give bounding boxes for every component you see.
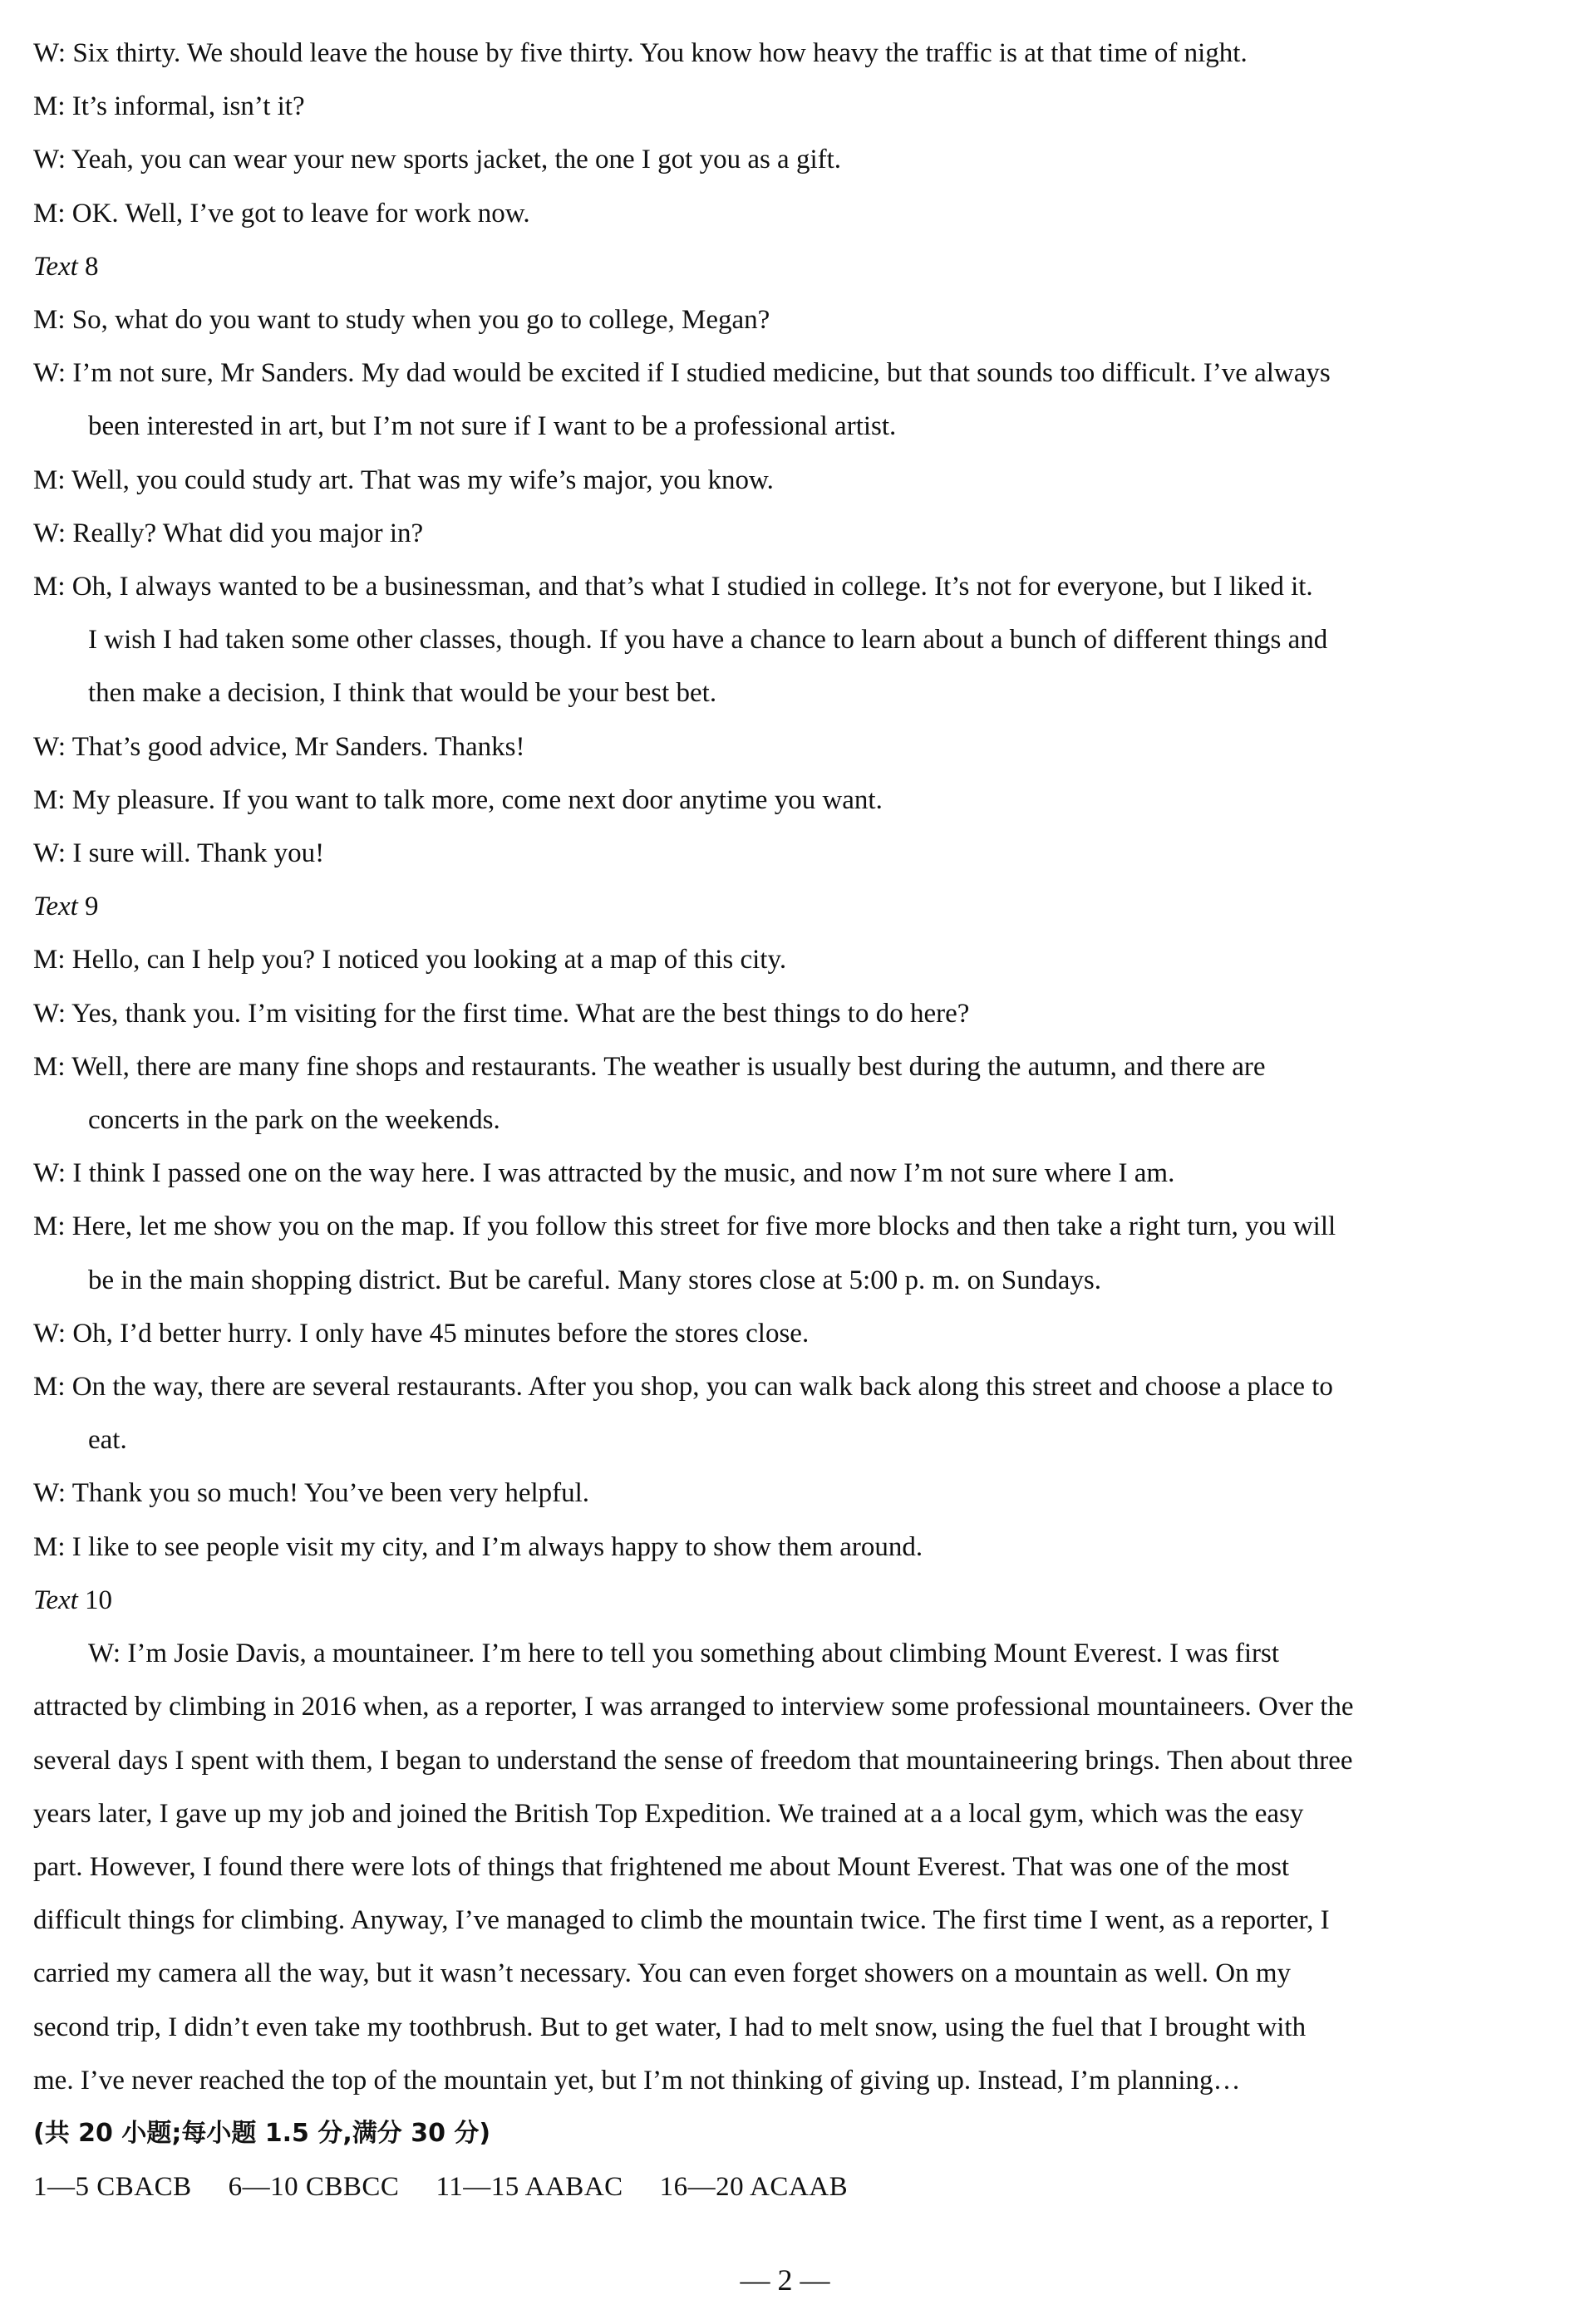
dialog-line xyxy=(33,1467,1546,1520)
dialog-text: Oh, I’d better hurry. I only have 45 minutes before the stores close. xyxy=(72,1318,810,1349)
heading-label: Text xyxy=(33,1585,78,1615)
speaker-label: W: xyxy=(33,998,66,1029)
dialog-line xyxy=(33,346,1546,400)
dialog-text: So, what do you want to study when you go to college, Megan? xyxy=(71,305,770,336)
dialog-line xyxy=(33,133,1546,186)
dialog-line xyxy=(33,187,1546,240)
heading-number: 8 xyxy=(85,251,99,282)
answer-group: 11—15 AABAC xyxy=(436,2172,623,2203)
answer-group: 1—5 CBACB xyxy=(33,2172,192,2203)
dialog-line xyxy=(33,1360,1546,1413)
dialog-line xyxy=(33,1200,1546,1253)
speaker-label: M: xyxy=(33,305,66,336)
paragraph-line: part. However, I found there were lots of things that frightened me about Mount Everest. That was one of the most xyxy=(33,1851,1290,1882)
paragraph-line: carried my camera all the way, but it wasn’t necessary. You can even forget showers on a mountain as well. On my xyxy=(33,1958,1291,1989)
dialog-continuation: eat. xyxy=(88,1425,127,1456)
section-note: (共 20 小题;每小题 1.5 分,满分 30 分) xyxy=(33,2118,491,2148)
answer-key xyxy=(33,2160,1546,2213)
dialog-text: Six thirty. We should leave the house by five thirty. You know how heavy the traffic is at that time of night. xyxy=(72,38,1248,68)
dialog-line xyxy=(33,774,1546,827)
dialog-continuation: I wish I had taken some other classes, though. If you have a chance to learn about a bunch of different things and xyxy=(88,625,1328,656)
dialog-line xyxy=(33,293,1546,346)
dialog-line xyxy=(33,1307,1546,1360)
speaker-label: M: xyxy=(33,784,66,815)
heading-number: 9 xyxy=(85,892,99,922)
speaker-label: M: xyxy=(33,945,66,975)
dialog-line xyxy=(33,80,1546,133)
speaker-label: W: xyxy=(33,1158,66,1189)
dialog-continuation: concerts in the park on the weekends. xyxy=(88,1105,500,1136)
answer-group: 16—20 ACAAB xyxy=(659,2172,849,2203)
transcript-body xyxy=(33,27,1546,2107)
dialog-text: Yeah, you can wear your new sports jacket, the one I got you as a gift. xyxy=(71,145,842,175)
dialog-continuation: been interested in art, but I’m not sure if I want to be a professional artist. xyxy=(88,411,897,442)
dialog-text: On the way, there are several restaurants. After you shop, you can walk back along this street and choose a place to xyxy=(71,1372,1333,1403)
dialog-text: Really? What did you major in? xyxy=(72,518,424,548)
dialog-text: It’s informal, isn’t it? xyxy=(71,91,305,122)
dialog-line xyxy=(33,827,1546,880)
paragraph-line: years later, I gave up my job and joined the British Top Expedition. We trained at a a local gym, which was the easy xyxy=(33,1798,1304,1829)
paragraph-line: second trip, I didn’t even take my toothbrush. But to get water, I had to melt snow, using the fuel that I brought with xyxy=(33,2012,1307,2042)
speaker-label: M: xyxy=(33,464,66,495)
dialog-text: I’m not sure, Mr Sanders. My dad would be excited if I studied medicine, but that sounds too difficult. I’ve always xyxy=(72,358,1331,389)
dialog-text: I think I passed one on the way here. I was attracted by the music, and now I’m not sure where I am. xyxy=(72,1158,1175,1189)
speaker-label: M: xyxy=(33,1531,66,1562)
dialog-text: OK. Well, I’ve got to leave for work now. xyxy=(71,198,530,228)
speaker-label: W: xyxy=(33,838,66,869)
speaker-label: W: xyxy=(33,1478,66,1509)
dialog-line xyxy=(33,454,1546,507)
text-heading xyxy=(33,880,1546,933)
dialog-line xyxy=(33,507,1546,560)
dialog-line xyxy=(33,27,1546,80)
dialog-text: Thank you so much! You’ve been very helpful. xyxy=(71,1478,590,1509)
speaker-label: M: xyxy=(33,1051,66,1082)
dialog-text: Hello, can I help you? I noticed you looking at a map of this city. xyxy=(71,945,787,975)
dialog-line xyxy=(33,1521,1546,1574)
dialog-text: Oh, I always wanted to be a businessman, and that’s what I studied in college. It’s not for everyone, but I liked it. xyxy=(71,572,1313,602)
speaker-label: M: xyxy=(33,1211,66,1242)
document-page xyxy=(33,27,1546,2213)
heading-label: Text xyxy=(33,251,78,282)
heading-label: Text xyxy=(33,892,78,922)
dialog-text: I like to see people visit my city, and I’m always happy to show them around. xyxy=(71,1531,923,1562)
page-number: — 2 — xyxy=(740,2263,830,2297)
answer-group: 6—10 CBBCC xyxy=(228,2172,400,2203)
paragraph-line: difficult things for climbing. Anyway, I’ve managed to climb the mountain twice. The first time I went, as a reporter, I xyxy=(33,1905,1330,1936)
speaker-label: W: xyxy=(33,731,66,762)
paragraph-line: W: I’m Josie Davis, a mountaineer. I’m here to tell you something about climbing Mount Everest. I was first xyxy=(88,1639,1280,1669)
dialog-line xyxy=(33,1040,1546,1093)
speaker-label: M: xyxy=(33,198,66,228)
dialog-text: I sure will. Thank you! xyxy=(72,838,325,869)
dialog-text: Well, you could study art. That was my wife’s major, you know. xyxy=(71,464,774,495)
speaker-label: M: xyxy=(33,91,66,122)
dialog-line xyxy=(33,560,1546,613)
dialog-text: Here, let me show you on the map. If you follow this street for five more blocks and then take a right turn, you will xyxy=(71,1211,1336,1242)
dialog-line xyxy=(33,1147,1546,1200)
dialog-continuation: be in the main shopping district. But be careful. Many stores close at 5:00 p. m. on Sundays. xyxy=(88,1265,1101,1295)
paragraph-line: several days I spent with them, I began to understand the sense of freedom that mountaineering brings. Then about three xyxy=(33,1745,1353,1776)
dialog-line xyxy=(33,720,1546,774)
dialog-line xyxy=(33,987,1546,1040)
paragraph-line: attracted by climbing in 2016 when, as a reporter, I was arranged to interview some professional mountaineers. Over the xyxy=(33,1692,1354,1722)
speaker-label: W: xyxy=(33,518,66,548)
speaker-label: M: xyxy=(33,572,66,602)
dialog-text: Yes, thank you. I’m visiting for the first time. What are the best things to do here? xyxy=(71,998,970,1029)
dialog-continuation: then make a decision, I think that would be your best bet. xyxy=(88,678,717,709)
dialog-text: Well, there are many fine shops and restaurants. The weather is usually best during the autumn, and there are xyxy=(71,1051,1266,1082)
speaker-label: W: xyxy=(33,358,66,389)
speaker-label: W: xyxy=(33,1318,66,1349)
dialog-text: My pleasure. If you want to talk more, come next door anytime you want. xyxy=(71,784,883,815)
paragraph-line: me. I’ve never reached the top of the mountain yet, but I’m not thinking of giving up. Instead, I’m planning… xyxy=(33,2065,1241,2096)
heading-number: 10 xyxy=(85,1585,113,1615)
speaker-label: W: xyxy=(33,38,66,68)
text-heading xyxy=(33,240,1546,293)
dialog-text: That’s good advice, Mr Sanders. Thanks! xyxy=(71,731,525,762)
speaker-label: W: xyxy=(33,145,66,175)
text-heading xyxy=(33,1574,1546,1627)
dialog-line xyxy=(33,933,1546,986)
speaker-label: M: xyxy=(33,1372,66,1403)
